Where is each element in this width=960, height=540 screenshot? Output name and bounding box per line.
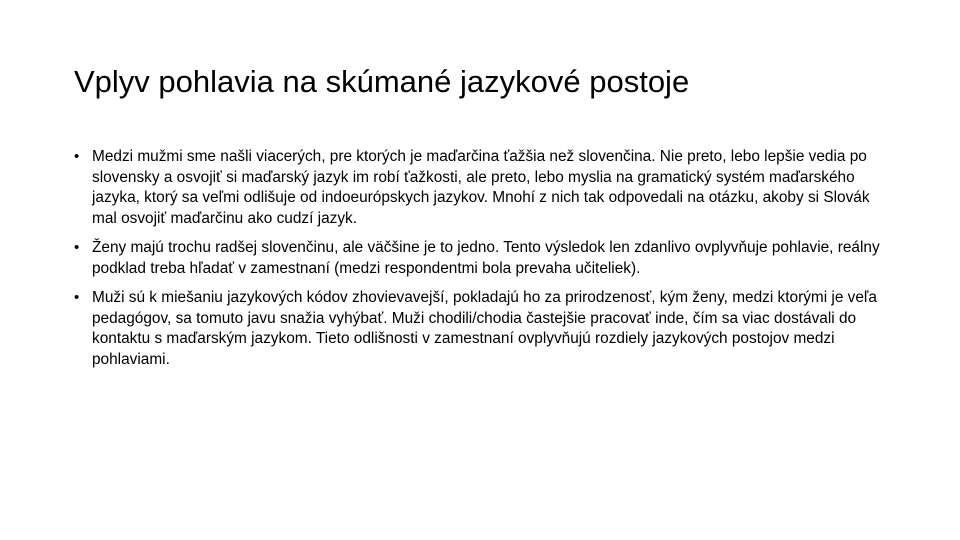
bullet-text: Ženy majú trochu radšej slovenčinu, ale väčšine je to jedno. Tento výsledok len zdanlivo ovplyvňuje pohlavie, reálny podklad treba hľadať v zamestnaní (medzi respondentmi bola prevaha učiteliek). bbox=[92, 239, 880, 277]
bullet-dot-icon: • bbox=[74, 289, 80, 306]
bullet-text: Muži sú k miešaniu jazykových kódov zhovievavejší, pokladajú ho za prirodzenosť, kým ženy, medzi ktorými je veľa pedagógov, sa tomuto javu snažia vyhýbať. Muži chodili/chodia častejšie pracovať inde, čím sa viac dostávali do kontaktu s maďarským jazykom. Tieto odlišnosti v zamestnaní ovplyvňujú rozdiely jazykových postojov medzi pohlaviami. bbox=[92, 289, 877, 368]
bullet-item bbox=[74, 288, 884, 370]
bullet-list bbox=[74, 147, 884, 379]
bullet-dot-icon: • bbox=[74, 239, 80, 256]
bullet-dot-icon: • bbox=[74, 148, 80, 165]
bullet-text: Medzi mužmi sme našli viacerých, pre ktorých je maďarčina ťažšia než slovenčina. Nie preto, lebo lepšie vedia po slovensky a osvojiť si maďarský jazyk im robí ťažkosti, ale preto, lebo myslia na gramatický systém maďarského jazyka, ktorý sa veľmi odlišuje od indoeurópskych jazykov. Mnohí z nich tak odpovedali na otázku, akoby si Slovák mal osvojiť maďarčinu ako cudzí jazyk. bbox=[92, 148, 870, 227]
bullet-item bbox=[74, 238, 884, 279]
bullet-item bbox=[74, 147, 884, 229]
slide-title: Vplyv pohlavia na skúmané jazykové postoje bbox=[74, 64, 690, 99]
